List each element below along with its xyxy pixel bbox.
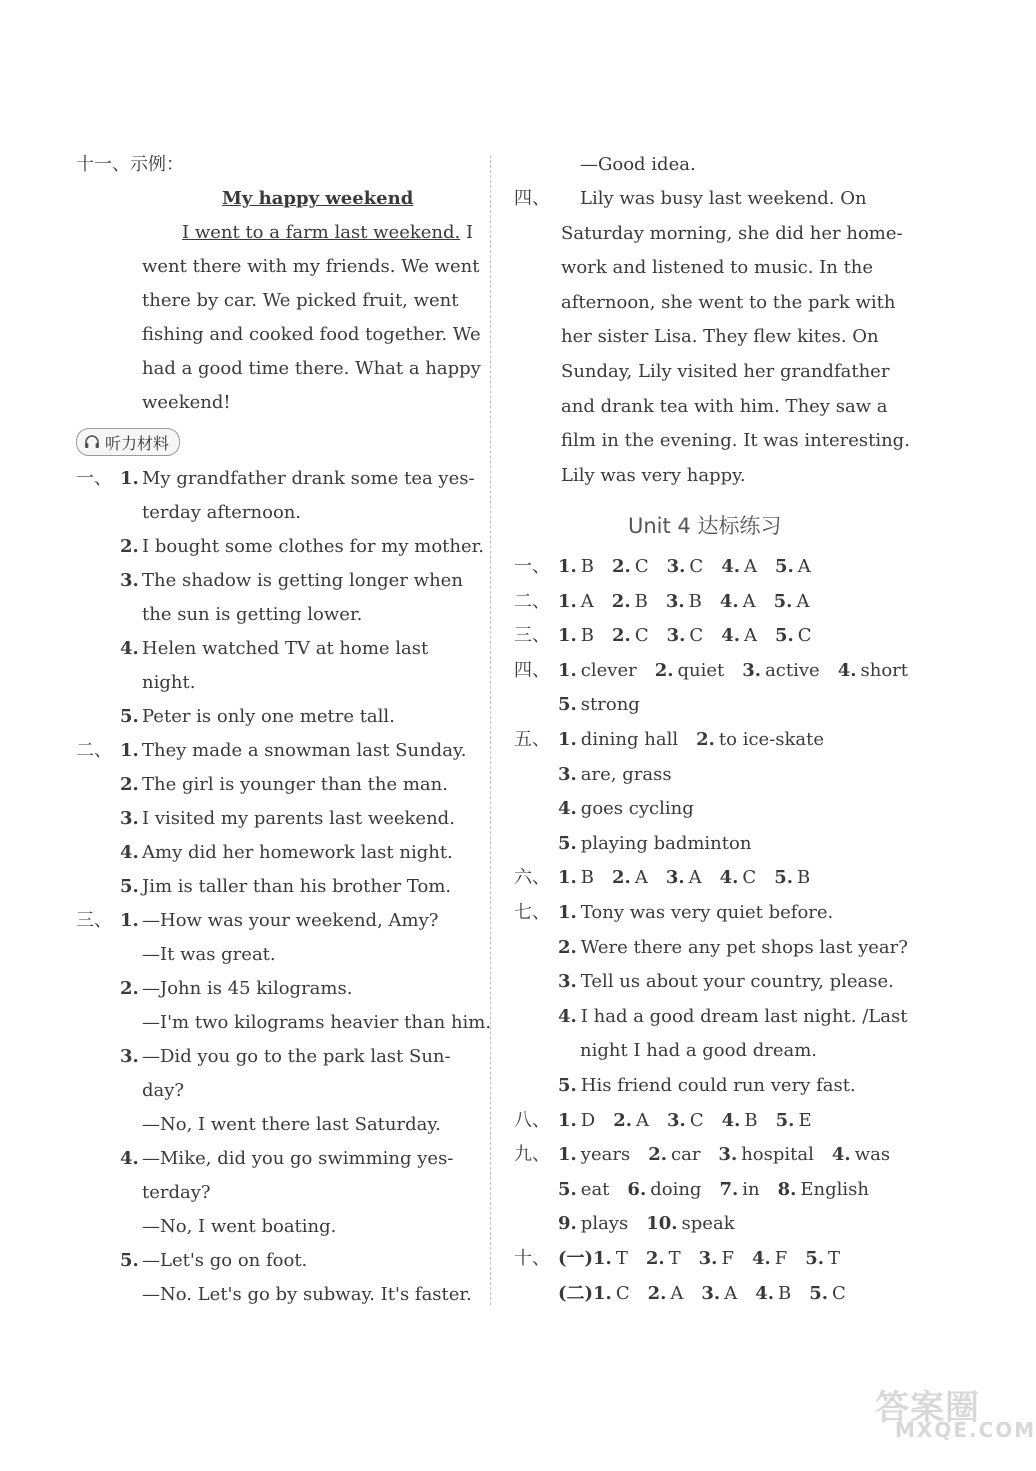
answer-row [558,797,712,821]
answer-number: 3. [558,971,577,993]
passage-line: and drank tea with him. They saw a [561,395,888,417]
item-number: 3. [120,808,139,829]
answer-value: C [689,625,704,647]
unit-title: Unit 4 达标练习 [628,514,782,538]
answer-number: 3. [558,763,577,785]
answer-number: 5. [774,556,794,577]
item-number: 5. [120,1250,139,1271]
answer-value: quiet [677,659,725,681]
answer-value: eat [580,1178,610,1200]
passage-line: film in the evening. It was interesting. [561,430,910,452]
answer-row [558,590,827,614]
answer-number: 5. [775,1109,795,1131]
story-first-sentence: I went to a farm last weekend. [182,222,461,243]
answer-value: A [742,590,756,612]
answer-row [558,1005,925,1029]
answer-section-label: 三、 [514,625,550,647]
answer-number: 2. [612,867,631,889]
answer-number: 1. [558,659,577,681]
watermark-main: 答案圈 [875,1388,980,1428]
passage-line: afternoon, she went to the park with [561,291,896,313]
answer-number: 3. [665,590,685,612]
answer-row [558,1178,887,1202]
item-text: —No, I went boating. [142,1216,337,1237]
answer-value: speak [681,1213,735,1235]
answer-row [558,555,829,579]
answer-value: B [580,556,595,577]
answer-number: 5. [805,1248,825,1269]
answer-number: 5. [558,1075,577,1096]
item-number: 4. [120,1148,139,1169]
answer-number: 1. [558,902,577,923]
answer-number: 5. [558,1178,577,1200]
answer-value: plays [580,1213,629,1235]
answer-row [558,659,926,683]
story-line: fishing and cooked food together. We [142,324,481,345]
answer-value: B [797,867,811,889]
answer-value: I had a good dream last night. /Last [580,1005,908,1027]
answer-number: 4. [721,1109,741,1131]
item-number: 5. [120,706,139,727]
answer-value: F [774,1248,788,1269]
story-line-tail: I [466,222,474,243]
answer-number: 5. [809,1282,829,1304]
answer-row [558,901,851,925]
answer-number: 3. [718,1144,738,1166]
answer-value: F [721,1248,734,1269]
answer-number: 5. [774,867,793,889]
answer-row [558,1212,753,1236]
answer-number: 4. [719,590,739,612]
item-number: 5. [120,876,139,897]
watermark-sub: MXQE.COM [895,1418,1036,1442]
item-text: the sun is getting lower. [142,604,363,625]
answer-section-label: 四、 [514,659,550,681]
answer-value: B [744,1109,758,1131]
answer-value: hospital [741,1144,814,1166]
item-text: Helen watched TV at home last [142,638,429,659]
answer-section-label: 七、 [514,902,550,923]
answer-value: A [796,590,810,612]
answer-number: 7. [719,1178,739,1200]
item-number: 2. [120,978,139,999]
answer-number: 2. [612,556,631,577]
answer-value: C [742,867,757,889]
answer-value: A [634,867,648,889]
passage-line: Sunday, Lily visited her grandfather [561,361,890,382]
answer-number: 3. [666,625,686,647]
answer-row [558,832,769,856]
answer-number: 4. [751,1248,771,1269]
answer-value: A [688,867,702,889]
answer-number: 5. [773,590,793,612]
answer-value: are, grass [580,763,672,785]
listening-section-label: 一、 [76,468,112,489]
answer-value: Tony was very quiet before. [580,902,834,923]
item-text: The shadow is getting longer when [142,570,463,591]
answer-number: 3. [742,659,762,681]
answer-section-label: 五、 [514,729,550,750]
item-text: night. [142,672,196,693]
passage-line: Lily was very happy. [561,464,746,486]
answer-row [580,1039,835,1063]
good-idea-line: —Good idea. [580,154,696,175]
answer-value: A [797,556,811,577]
story-title: My happy weekend [222,188,414,209]
column-divider [490,155,491,1305]
answer-number: 1. [558,729,577,750]
answer-number: 2. [647,1282,667,1304]
item-number: 3. [120,1046,139,1067]
answer-value: C [832,1282,846,1304]
answer-value: was [854,1144,891,1166]
answer-row [558,936,926,960]
item-text: I bought some clothes for my mother. [142,536,484,557]
answer-number: 1. [558,590,577,612]
passage-line: her sister Lisa. They flew kites. On [561,326,879,348]
answer-value: dining hall [580,729,679,750]
answer-number: 4. [755,1282,774,1304]
story-line: went there with my friends. We went [142,256,480,277]
answer-number: 5. [774,625,794,647]
item-text: I visited my parents last weekend. [142,808,455,829]
item-text: They made a snowman last Sunday. [142,740,467,761]
answer-number: 4. [719,867,739,889]
answer-row [558,1143,908,1167]
listening-section-label: 三、 [76,910,112,931]
answer-row [558,693,658,717]
item-text: —How was your weekend, Amy? [142,910,439,931]
answer-number: 4. [721,556,740,577]
answer-row [558,763,690,787]
item-text: terday afternoon. [142,502,302,523]
answer-number: 3. [666,556,686,577]
answer-number: 4. [837,659,857,681]
answer-value: doing [650,1178,702,1200]
answer-value: car [671,1144,701,1166]
answer-value: Tell us about your country, please. [580,971,894,993]
headphones-icon [83,433,101,451]
answer-number: 2. [648,1144,667,1166]
answer-number: 5. [558,694,577,716]
answer-number: 9. [558,1213,577,1235]
passage-line: Lily was busy last weekend. On [580,188,867,209]
answer-value: B [634,590,648,612]
item-text: Amy did her homework last night. [142,842,453,863]
answer-value: C [689,1109,704,1131]
answer-number: 1. [558,1144,577,1166]
answer-value: strong [580,694,640,716]
answer-row [558,970,912,994]
item-text: —I'm two kilograms heavier than him. [142,1012,492,1033]
answer-value: D [580,1109,596,1131]
item-number: 2. [120,774,139,795]
answer-value: T [828,1248,841,1269]
answer-value: C [615,1282,630,1304]
answer-value: A [580,590,594,612]
answer-value: C [634,625,649,647]
answer-value: A [743,556,757,577]
item-text: —No. Let's go by subway. It's faster. [142,1284,472,1305]
answer-section-label: 六、 [514,867,550,889]
answer-section-label: 九、 [514,1144,550,1166]
answer-number: 2. [645,1248,665,1269]
story-line: there by car. We picked fruit, went [142,290,459,311]
item-text: —It was great. [142,944,276,965]
answer-number: 1. [558,625,577,647]
item-text: Peter is only one metre tall. [142,706,395,727]
answer-value: C [797,625,812,647]
answer-row [558,728,842,752]
item-number: 1. [120,740,139,761]
answer-number: 2. [611,590,631,612]
answer-value: E [798,1109,812,1131]
section-4-label: 四、 [514,188,550,209]
answer-number: (一)1. [558,1248,612,1269]
item-text: —John is 45 kilograms. [142,978,353,999]
answer-value: night I had a good dream. [580,1040,818,1062]
item-number: 4. [120,638,139,659]
listening-section-label: 二、 [76,740,112,761]
answer-value: English [800,1178,870,1200]
answer-number: 8. [777,1178,797,1200]
answer-section-label: 十、 [514,1248,550,1269]
answer-value: active [765,659,820,681]
item-number: 1. [120,910,139,931]
item-text: —No, I went there last Saturday. [142,1114,441,1135]
answer-value: T [615,1248,628,1269]
answer-value: short [860,659,909,681]
answer-number: 4. [831,1144,851,1166]
answer-value: His friend could run very fast. [580,1075,856,1096]
answer-row [558,1282,864,1306]
passage-line: work and listened to music. In the [561,257,874,279]
item-number: 3. [120,570,139,591]
answer-value: to ice-skate [718,729,825,750]
answer-value: A [724,1282,738,1304]
answer-value: B [778,1282,792,1304]
answer-value: in [742,1178,760,1200]
answer-number: 4. [558,1005,577,1027]
answer-section-label: 一、 [514,556,550,577]
answer-value: B [688,590,702,612]
watermark-logo [875,1380,1036,1442]
answer-number: 2. [696,729,715,750]
answer-row [558,624,830,648]
answer-number: 2. [613,1109,633,1131]
item-text: Jim is taller than his brother Tom. [142,876,452,897]
item-text: terday? [142,1182,211,1203]
answer-value: years [580,1144,631,1166]
answer-number: 2. [654,659,674,681]
item-text: My grandfather drank some tea yes- [142,468,475,489]
answer-row [558,1247,858,1271]
answer-number: 1. [558,1109,577,1131]
answer-value: T [668,1248,681,1269]
item-number: 1. [120,468,139,489]
answer-section-label: 八、 [514,1109,550,1131]
answer-row [558,1109,830,1133]
answer-section-label: 二、 [514,590,550,612]
answer-number: 3. [667,1109,686,1131]
answer-number: 3. [701,1282,721,1304]
listening-badge-text: 听力材料 [105,433,170,453]
story-line: had a good time there. What a happy [142,358,481,379]
answer-value: clever [580,659,637,681]
answer-value: B [580,625,595,647]
answer-row [558,1074,874,1098]
answer-value: B [580,867,595,889]
answer-value: goes cycling [580,798,694,820]
listening-material-badge [76,428,180,456]
answer-number: 2. [612,625,631,647]
story-line: weekend! [142,392,231,413]
item-text: —Did you go to the park last Sun- [142,1046,451,1067]
answer-value: C [634,556,649,577]
answer-number: 1. [558,867,577,889]
item-text: day? [142,1080,185,1101]
item-number: 2. [120,536,139,557]
item-text: —Let's go on foot. [142,1250,308,1271]
answer-value: playing badminton [580,832,752,854]
answer-number: 3. [665,867,685,889]
answer-value: C [689,556,704,577]
answer-row [558,866,828,890]
answer-number: 4. [721,625,740,647]
item-number: 4. [120,842,139,863]
answer-number: 4. [558,798,577,820]
section-11-label: 十一、示例： [76,154,184,175]
answer-value: Were there any pet shops last year? [580,936,908,958]
answer-number: 1. [558,556,577,577]
answer-number: 3. [698,1248,718,1269]
answer-number: 6. [627,1178,647,1200]
answer-number: 5. [558,832,577,854]
answer-number: 2. [558,936,577,958]
item-text: —Mike, did you go swimming yes- [142,1148,454,1169]
answer-number: 10. [646,1213,678,1235]
answer-number: (二)1. [558,1282,612,1304]
answer-value: A [743,625,757,647]
story-first-line [182,221,473,245]
answer-value: A [636,1109,650,1131]
passage-line: Saturday morning, she did her home- [561,222,903,244]
item-text: The girl is younger than the man. [142,774,448,795]
answer-value: A [670,1282,684,1304]
